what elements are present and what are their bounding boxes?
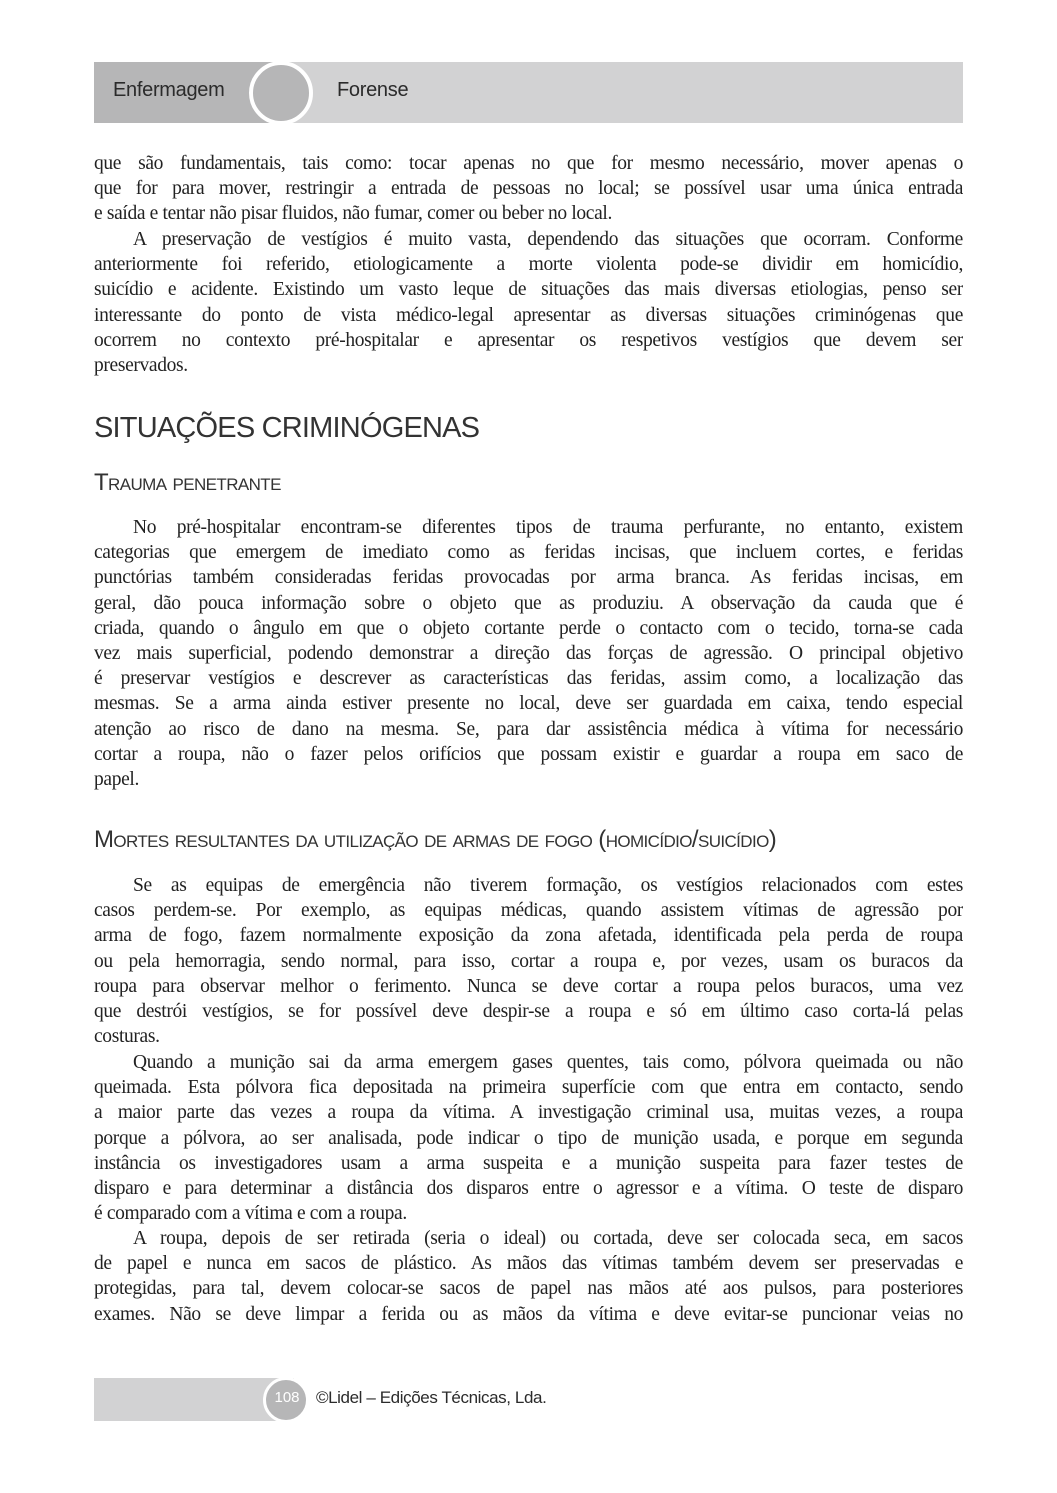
text-line: papel. [94,768,140,790]
copyright-notice: ©Lidel – Edições Técnicas, Lda. [316,1388,547,1407]
text-line: geral, dão pouca informação sobre o objeto que as produziu. A observação da cauda que é [94,592,963,614]
text-line: criada, quando o ângulo em que o objeto cortante perde o contacto com o tecido, torna-se cada [94,617,963,639]
text-line: é comparado com a vítima e com a roupa. [94,1203,407,1225]
text-line: mesmas. Se a arma ainda estiver presente no local, deve ser guardada em caixa, tendo especial [94,693,963,715]
page-number: 108 [274,1389,300,1406]
text-line: punctórias também consideradas feridas provocadas por arma branca. As feridas incisas, em [94,567,963,589]
firearms-paragraph-3 [94,1226,963,1327]
text-line: Quando a munição sai da arma emergem gases quentes, tais como, pólvora queimada ou não [133,1052,963,1073]
text-line: cortar a roupa, não o fazer pelos orifícios que possam existir e guardar a roupa em saco de [94,743,963,765]
intro-paragraph-2 [94,227,963,378]
text-line: e saída e tentar não pisar fluidos, não fumar, comer ou beber no local. [94,203,612,225]
text-line: que são fundamentais, tais como: tocar apenas no que for mesmo necessário, mover apenas o [94,153,963,174]
text-line: anteriormente foi referido, etiologicamente a morte violenta pode-se dividir em homicídio, [94,254,963,276]
text-line: No pré-hospitalar encontram-se diferentes tipos de trauma perfurante, no entanto, existem [133,517,963,538]
text-line: atenção ao risco de dano na mesma. Se, para dar assistência médica à vítima for necessário [94,718,963,740]
header-book-title-part2: Forense [337,79,409,101]
subsection-heading-firearms: Mortes resultantes da utilização de armas de fogo (homicídio/suicídio) [94,826,777,853]
header-book-title-part1: Enfermagem [113,79,225,101]
text-line: ou pela hemorragia, sendo normal, para isso, cortar a roupa e, por vezes, usam os buracos da [94,950,963,972]
header-circle-ornament [249,61,313,125]
intro-paragraph-1 [94,151,963,227]
text-line: é preservar vestígios e descrever as características das feridas, assim como, a localização das [94,668,963,690]
text-line: roupa para observar melhor o ferimento. Nunca se deve cortar a roupa pelos buracos, uma vez [94,975,963,997]
text-line: A roupa, depois de ser retirada (seria o ideal) ou cortada, deve ser colocada seca, em sacos [133,1228,963,1249]
text-line: protegidas, para tal, devem colocar-se sacos de papel nas mãos até aos pulsos, para posteriores [94,1278,963,1300]
firearms-paragraph-2 [94,1050,963,1226]
text-line: vez mais superficial, podendo demonstrar a direção das forças de agressão. O principal objetivo [94,642,963,664]
text-line: interessante do ponto de vista médico-legal apresentar as diversas situações criminógenas que [94,304,963,326]
text-line: queimada. Esta pólvora fica depositada na primeira superfície com que entra em contacto, sendo [94,1077,963,1099]
text-line: porque a pólvora, ao ser analisada, pode indicar o tipo de munição usada, e porque em segunda [94,1127,963,1149]
text-line: de papel e nunca em sacos de plástico. As mãos das vítimas também devem ser preservadas e [94,1253,963,1275]
text-line: arma de fogo, fazem normalmente exposição da zona afetada, identificada pela perda de roupa [94,925,963,947]
text-line: que for para mover, restringir a entrada de pessoas no local; se possível usar uma única entrada [94,178,963,200]
subsection-heading-trauma: Trauma penetrante [94,469,281,496]
text-line: exames. Não se deve limpar a ferida ou as mãos da vítima e deve evitar-se puncionar veias no [94,1303,963,1325]
text-line: A preservação de vestígios é muito vasta, dependendo das situações que ocorram. Conforme [133,229,963,250]
text-line: suicídio e acidente. Existindo um vasto leque de situações das mais diversas etiologias, penso ser [94,279,963,301]
text-line: casos perdem-se. Por exemplo, as equipas médicas, quando assistem vítimas de agressão por [94,900,963,922]
text-line: ocorrem no contexto pré-hospitalar e apresentar os respetivos vestígios que devem ser [94,329,963,351]
text-line: disparo e para determinar a distância dos disparos entre o agressor e a vítima. O teste de disparo [94,1177,963,1199]
text-line: preservados. [94,354,188,376]
running-header [94,62,963,123]
text-line: categorias que emergem de imediato como as feridas incisas, que incluem cortes, e feridas [94,542,963,564]
text-line: a maior parte das vezes a roupa da vítima. A investigação criminal usa, muitas vezes, a roupa [94,1102,963,1124]
trauma-paragraph [94,515,963,792]
firearms-paragraph-1 [94,873,963,1049]
text-line: costuras. [94,1026,160,1048]
text-line: instância os investigadores usam a arma suspeita e a munição suspeita para fazer testes de [94,1152,963,1174]
text-line: Se as equipas de emergência não tiverem formação, os vestígios relacionados com estes [133,875,963,896]
text-line: que destrói vestígios, se for possível deve despir-se a roupa e só em último caso corta-lá pelas [94,1000,963,1022]
section-title: SITUAÇÕES CRIMINÓGENAS [94,412,480,444]
